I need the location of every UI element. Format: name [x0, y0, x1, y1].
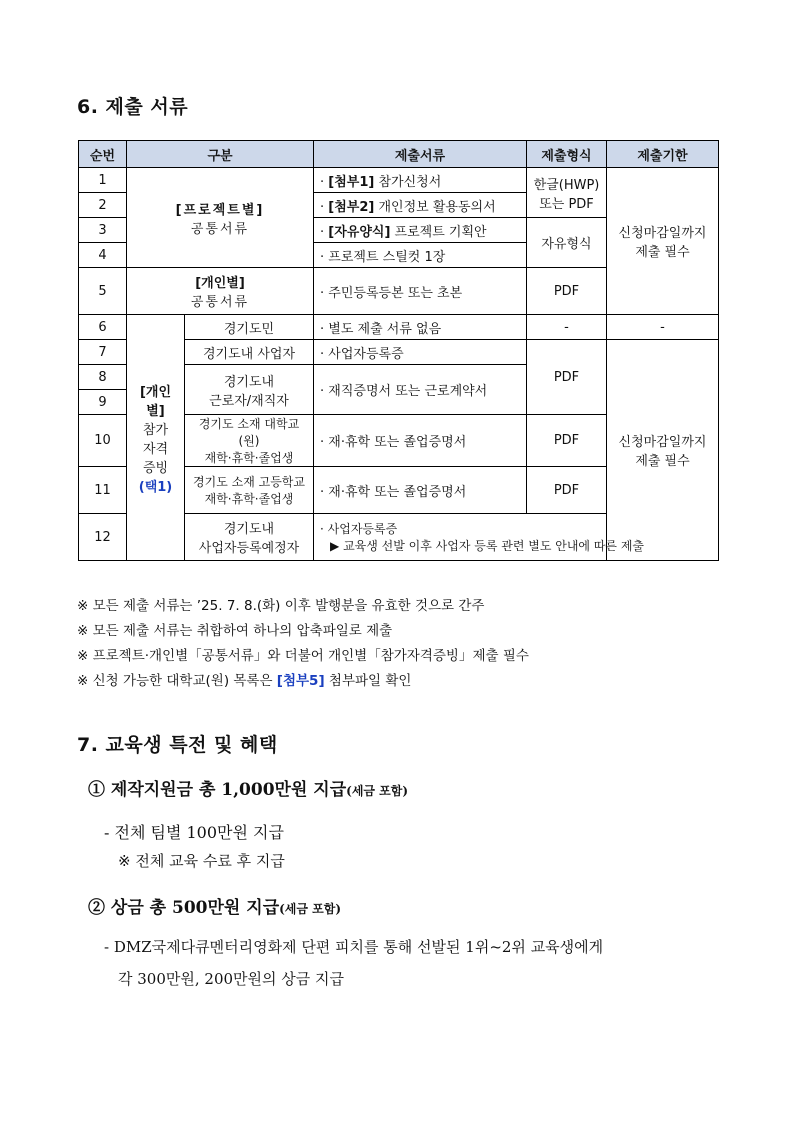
format-cell: PDF [527, 340, 607, 415]
benefit-1-note: ※ 전체 교육 수료 후 지급 [118, 852, 285, 870]
deadline-cell: - [607, 315, 719, 340]
category-sub: 공통서류 [190, 221, 250, 237]
note-line: ※ 프로젝트·개인별「공통서류」와 더불어 개인별「참가자격증빙」제출 필수 [77, 648, 529, 664]
category-project [127, 168, 314, 268]
header-no: 순번 [79, 141, 127, 168]
format-cell: PDF [527, 467, 607, 514]
note-line: ※ 모든 제출 서류는 취합하여 하나의 압축파일로 제출 [77, 623, 393, 639]
benefit-1-title: ① 제작지원금 총 1,000만원 지급(세금 포함) [88, 780, 409, 800]
format-cell: PDF [527, 415, 607, 467]
row-number: 8 [79, 365, 127, 390]
document-cell: · 재직증명서 또는 근로계약서 [314, 365, 527, 415]
header-deadline: 제출기한 [607, 141, 719, 168]
notes [77, 594, 529, 694]
subcategory-cell: 경기도민 [185, 315, 314, 340]
table-header-row [79, 141, 719, 168]
deadline-cell: 신청마감일까지 제출 필수 [607, 340, 719, 561]
format-cell: 자유형식 [527, 218, 607, 268]
deadline-cell: 신청마감일까지 제출 필수 [607, 168, 719, 315]
arrow-icon: ▶ [330, 539, 340, 553]
category-individual: [개인별] 공통서류 [127, 268, 314, 315]
subcategory-cell: 경기도내 사업자등록예정자 [185, 514, 314, 561]
header-document: 제출서류 [314, 141, 527, 168]
header-format: 제출형식 [527, 141, 607, 168]
row-number: 11 [79, 467, 127, 514]
row-number: 3 [79, 218, 127, 243]
document-cell: · [첨부1] 참가신청서 [314, 168, 527, 193]
subcategory-cell: 경기도내 사업자 [185, 340, 314, 365]
row-number: 2 [79, 193, 127, 218]
submission-table [78, 140, 719, 561]
category-label: [프로젝트별] [175, 202, 265, 218]
category-qualification: [개인별] 참가 자격 증빙 (택1) [127, 315, 185, 561]
table-row [79, 315, 719, 340]
header-category: 구분 [127, 141, 314, 168]
section-6-title: 6. 제출 서류 [77, 96, 189, 118]
document-cell: · 재·휴학 또는 졸업증명서 [314, 415, 527, 467]
section-7-title: 7. 교육생 특전 및 혜택 [77, 734, 278, 756]
document-cell: · 별도 제출 서류 없음 [314, 315, 527, 340]
benefit-2-title: ② 상금 총 500만원 지급(세금 포함) [88, 898, 342, 918]
row-number: 7 [79, 340, 127, 365]
benefit-2-line: 각 300만원, 200만원의 상금 지급 [118, 970, 345, 988]
subcategory-cell: 경기도 소재 고등학교 재학·휴학·졸업생 [185, 467, 314, 514]
note-line: ※ 신청 가능한 대학교(원) 목록은 [첨부5] 첨부파일 확인 [77, 673, 412, 689]
document-cell: · 프로젝트 스틸컷 1장 [314, 243, 527, 268]
benefit-1-line: - 전체 팀별 100만원 지급 [104, 823, 284, 842]
subcategory-cell: 경기도 소재 대학교(원) 재학·휴학·졸업생 [185, 415, 314, 467]
document-cell: · 주민등록등본 또는 초본 [314, 268, 527, 315]
row-number: 1 [79, 168, 127, 193]
document-cell: · 사업자등록증 [314, 340, 527, 365]
row-number: 4 [79, 243, 127, 268]
format-cell: PDF [527, 268, 607, 315]
format-cell: 한글(HWP) 또는 PDF [527, 168, 607, 218]
format-cell: - [527, 315, 607, 340]
document-cell: · [첨부2] 개인정보 활용동의서 [314, 193, 527, 218]
row-number: 12 [79, 514, 127, 561]
subcategory-cell: 경기도내 근로자/재직자 [185, 365, 314, 415]
row-number: 9 [79, 390, 127, 415]
document-cell: · 사업자등록증 ▶ 교육생 선발 이후 사업자 등록 관련 별도 안내에 따른 제출 [314, 514, 719, 561]
benefit-2-line: - DMZ국제다큐멘터리영화제 단편 피치를 통해 선발된 1위~2위 교육생에게 [104, 938, 604, 956]
document-cell: · 재·휴학 또는 졸업증명서 [314, 467, 527, 514]
row-number: 6 [79, 315, 127, 340]
row-number: 5 [79, 268, 127, 315]
document-cell: · [자유양식] 프로젝트 기획안 [314, 218, 527, 243]
note-line: ※ 모든 제출 서류는 ’25. 7. 8.(화) 이후 발행분을 유효한 것으로 간주 [77, 598, 485, 614]
table-row [79, 168, 719, 193]
row-number: 10 [79, 415, 127, 467]
